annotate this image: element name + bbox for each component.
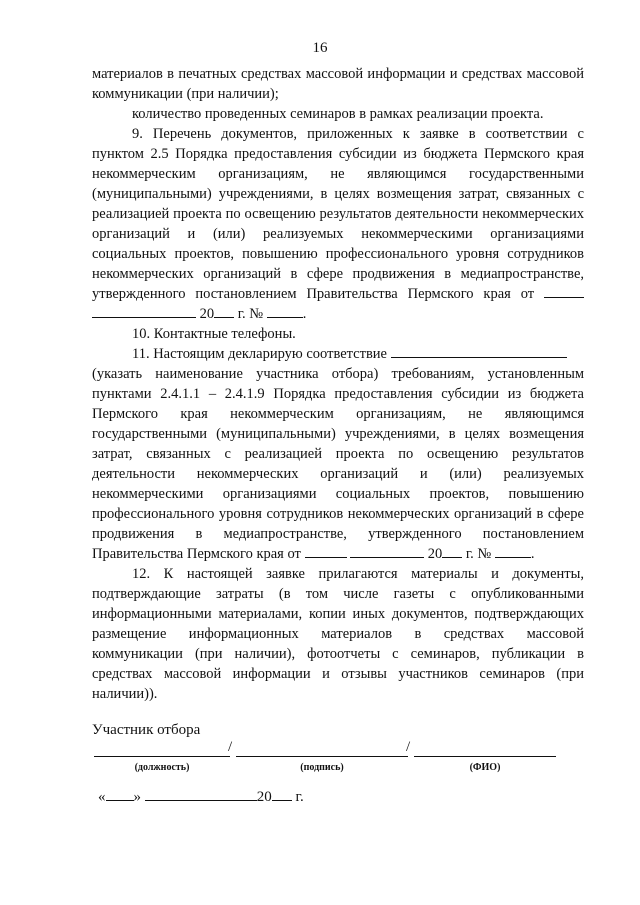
paragraph-11-lead: 11. Настоящим декларирую соответствие [132,346,387,362]
document-body [92,64,584,704]
blank-day [544,285,584,298]
paragraph-seminars: количество проведенных семинаров в рамках реализации проекта. [132,106,544,122]
paragraph-9-documents [92,124,584,324]
paragraph-9-number-label: г. № [237,306,264,322]
paragraph-11-year: 20 [427,546,443,562]
caption-position: (должность) [134,762,190,773]
blank-day [305,545,347,558]
signature-separator: / [406,739,411,755]
blank-participant-name [391,345,567,358]
page-number: 16 [312,40,328,56]
paragraph-11-declaration [92,364,584,564]
paragraph-9-year: 20 [199,306,215,322]
blank-month [350,545,424,558]
paragraph-11-number-label: г. № [465,546,492,562]
blank-year [214,305,234,318]
signature-line-name [414,756,556,757]
blank-date-day [106,788,134,801]
paragraph-9-end: . [302,306,307,322]
caption-signature: (подпись) [300,762,344,773]
signature-title: Участник отбора [92,722,201,738]
paragraph-11-text: (указать наименование участника отбора) требованиям, установленным пунктами 2.4.1.1 – 2.4.1.9 Порядка предоставления субсидии из бюджета Пермского края некоммерческим организациям, не являющимся государственными (муниципальными) учреждениями, в целях возмещения затрат, связанных с реализацией проекта по освещению результатов деятельности некоммерческих организаций и (или) реализуемых некоммерческими организациями социальных проектов, повышению профессионального уровня сотрудников некоммерческих организаций в сфере продвижения в медиапространстве, утвержденного постановлением Правительства Пермского края от [92,366,584,562]
date-line [98,788,304,806]
signature-line-signature [236,756,408,757]
paragraph-media: материалов в печатных средствах массовой информации и средствах массовой коммуникации (при наличии); [92,66,584,102]
signature-line-position [94,756,230,757]
paragraph-11-end: . [530,546,535,562]
blank-date-year [272,788,292,801]
blank-number [267,305,303,318]
date-suffix: г. [295,789,304,805]
date-year: 20 [256,789,272,805]
blank-year [442,545,462,558]
paragraph-10-phones: 10. Контактные телефоны. [132,326,296,342]
blank-month [92,305,196,318]
paragraph-9-text: 9. Перечень документов, приложенных к заявке в соответствии с пунктом 2.5 Порядка предоставления субсидии из бюджета Пермского края некоммерческим организациям, не являющимся государственными (муниципальными) учреждениями, в целях возмещения затрат, связанных с реализацией проекта по освещению результатов деятельности некоммерческих организаций и (или) реализуемых некоммерческими организациями социальных проектов, повышению профессионального уровня сотрудников некоммерческих организаций в сфере продвижения в медиапространстве, утвержденного постановлением Правительства Пермского края от [92,126,584,302]
signature-separator: / [228,739,233,755]
paragraph-11-declaration-start [92,344,584,364]
caption-name: (ФИО) [469,762,501,773]
date-close-quote: » [133,789,141,805]
date-open-quote: « [98,789,106,805]
blank-number [495,545,531,558]
paragraph-12-attachments: 12. К настоящей заявке прилагаются материалы и документы, подтверждающие затраты (в том числе газеты с опубликованными информационными материалами, копии иных документов, подтверждающих размещение информационных материалов в средствах массовой коммуникации (при наличии), фотоотчеты с семинаров, публикации в средствах массовой информации и отзывы участников семинаров (при наличии)). [92,566,584,702]
blank-date-month [145,788,257,801]
